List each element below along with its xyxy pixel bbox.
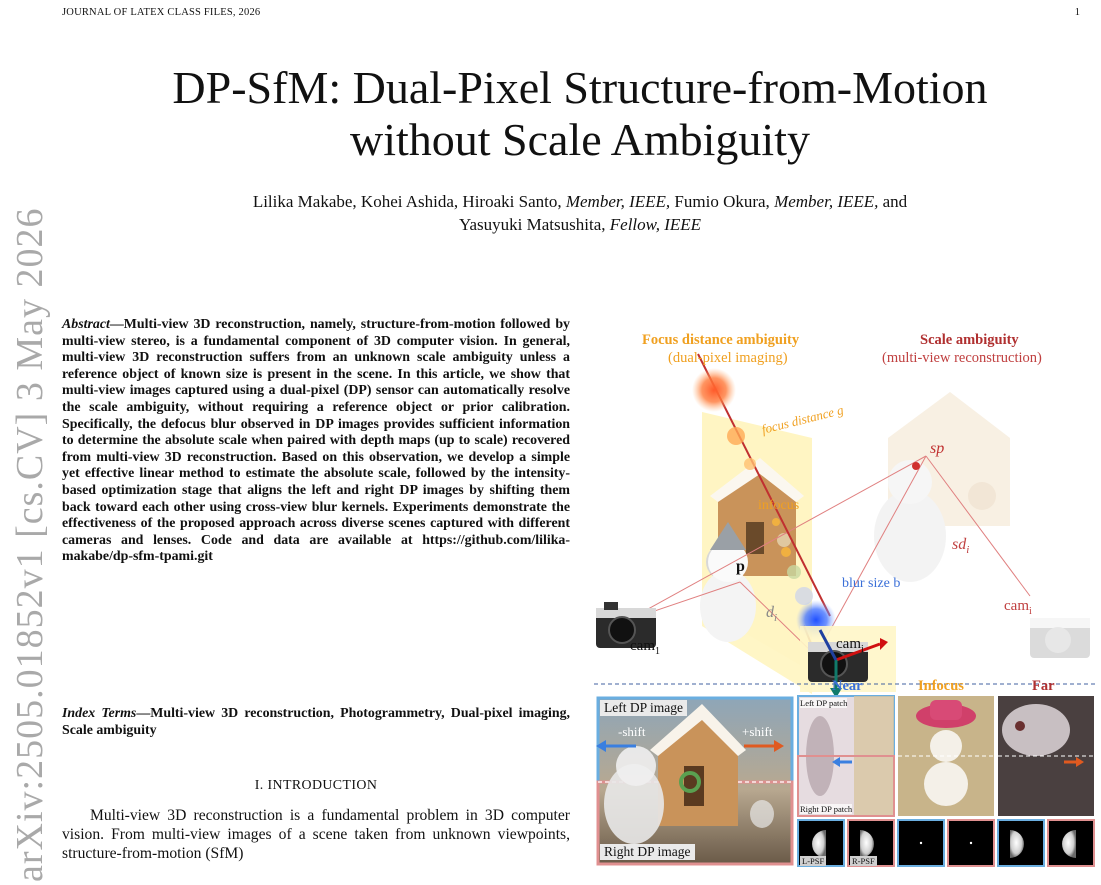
scale-ambiguity-subtitle: (multi-view reconstruction) <box>882 350 1042 366</box>
index-terms-text: —Multi-view 3D reconstruction, Photogrammetry, Dual-pixel imaging, Scale ambiguity <box>62 706 571 738</box>
cami-label: cam$_i$ <box>836 636 864 655</box>
focus-distance-label: focus distance g <box>760 401 845 437</box>
psf-tiles <box>798 820 1094 866</box>
title-line-2: without Scale Ambiguity <box>350 114 810 165</box>
section-heading: I. INTRODUCTION <box>254 778 378 793</box>
plus-shift-label: +shift <box>742 724 773 739</box>
right-dp-image-label: Right DP image <box>600 844 695 860</box>
right-dp-patch-label: Right DP patch <box>800 804 853 814</box>
sdi-label: $sd_i$ <box>952 536 970 557</box>
abstract-text: —Multi-view 3D reconstruction, namely, structure-from-motion followed by multi-view stereo, is a fundamental component of 3D computer vision. In general, multi-view 3D reconstruction suffers from an unknown scale ambiguity unless a reference object of known size is present in the scene. In this article, we show that multi-view images captured using a dual-pixel (DP) sensor can automatically resolve the scale ambiguity, without requiring a reference object or prior calibration. Specifically, the defocus blur observed in DP images provides sufficient information to determine the absolute scale when paired with depth maps (up to scale) recovered from multi-view 3D reconstruction. Based on this observation, we develop a simple yet effective linear method to estimate the absolute scale, followed by the intensity-based optimization stage that aligns the left and right DP images by shifting them back toward each other using cross-view blur kernels. Experiments demonstrate the effectiveness of the proposed approach across diverse scenes captured with different cameras and lenses. Code and data are available at https://github.com/lilika-makabe/dp-sfm-tpami.git <box>62 317 570 565</box>
left-dp-image-label: Left DP image <box>600 700 687 716</box>
l-psf-label: L-PSF <box>802 856 825 866</box>
infocus-column-title: Infocus <box>918 678 964 694</box>
dp-image-photo <box>596 698 792 864</box>
cami-faded-label: cam$_i$ <box>1004 598 1032 617</box>
scale-ambiguity-title: Scale ambiguity <box>920 332 1019 348</box>
membership-2: Member, IEEE, <box>774 192 879 211</box>
sp-label: sp <box>930 440 945 457</box>
near-column-title: Near <box>832 678 863 694</box>
author-and: and <box>882 192 908 211</box>
r-psf-label: R-PSF <box>852 856 875 866</box>
p-label: p <box>736 558 745 575</box>
abstract <box>62 317 570 566</box>
page-number: 1 <box>1074 7 1080 18</box>
paper-title <box>80 62 1080 166</box>
abstract-lead: Abstract <box>62 317 110 332</box>
running-header: JOURNAL OF LATEX CLASS FILES, 2026 <box>62 7 261 18</box>
author-list <box>80 190 1080 236</box>
far-column-title: Far <box>1032 678 1055 694</box>
author-group-2: Fumio Okura, <box>674 192 770 211</box>
teaser-figure <box>590 326 1096 870</box>
minus-shift-label: -shift <box>618 724 646 739</box>
author-group-3: Yasuyuki Matsushita, <box>458 215 606 234</box>
focus-ambiguity-title: Focus distance ambiguity <box>642 332 800 348</box>
intro-paragraph: Multi-view 3D reconstruction is a fundamental problem in 3D computer vision. From multi-view images of a scene taken from unknown viewpoints, structure-from-motion (SfM) <box>62 807 570 862</box>
di-label: $d_i$ <box>766 604 778 625</box>
membership-1: Member, IEEE, <box>565 192 671 211</box>
infocus-label: infocus <box>758 498 800 513</box>
index-terms <box>62 706 570 739</box>
blur-size-label: blur size b <box>842 576 901 591</box>
focus-ambiguity-subtitle: (dual-pixel imaging) <box>668 350 788 366</box>
membership-3: Fellow, IEEE <box>609 215 702 234</box>
cam1-label: cam$_1$ <box>630 638 660 657</box>
dp-patches <box>798 696 1094 816</box>
title-line-1: DP-SfM: Dual-Pixel Structure-from-Motion <box>172 62 988 113</box>
arxiv-identifier: arXiv:2505.01852v1 [cs.CV] 3 May 2026 <box>9 207 51 882</box>
index-terms-lead: Index Terms <box>62 706 137 721</box>
author-group-1: Lilika Makabe, Kohei Ashida, Hiroaki Santo, <box>252 192 562 211</box>
left-dp-patch-label: Left DP patch <box>800 698 848 708</box>
camera-i-faded <box>1030 618 1090 658</box>
blur-blob-large <box>692 368 736 412</box>
